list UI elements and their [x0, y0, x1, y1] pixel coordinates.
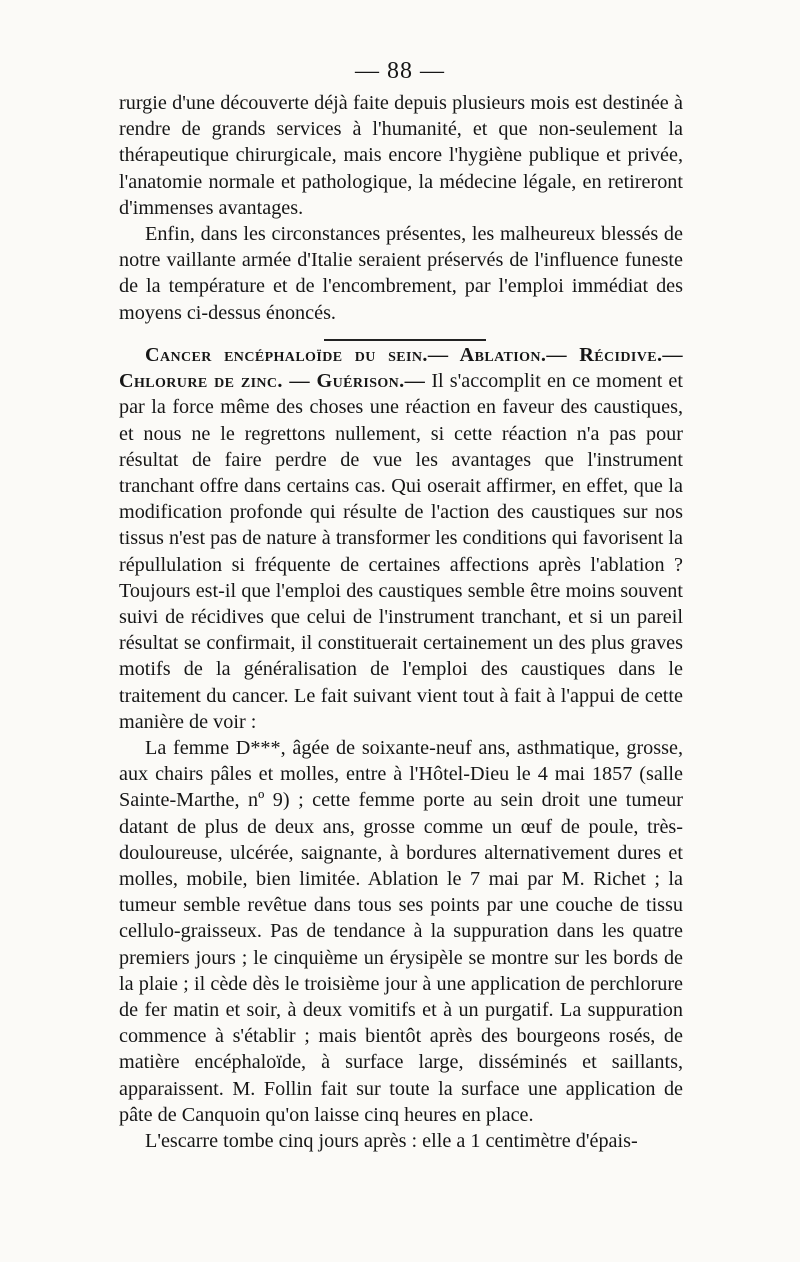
paragraph: rurgie d'une découverte déjà faite depuis plusieurs mois est destinée à rendre de grands services à l'humanité, et que non-seulement la thérapeutique chirurgicale, mais encore l'hygiène publique et privée, l'anatomie normale et pathologique, la médecine légale, en retireront d'immenses avantages.: [119, 92, 683, 219]
text-block-case: [119, 342, 683, 1154]
section-divider: [324, 339, 486, 341]
case-continuation-line: L'escarre tombe cinq jours après : elle a 1 centimètre d'épais-: [145, 1130, 638, 1153]
case-intro-paragraph: [119, 342, 683, 735]
text-block-top: [119, 90, 683, 326]
case-observation-paragraph: La femme D***, âgée de soixante-neuf ans, asthmatique, grosse, aux chairs pâles et molles, entre à l'Hôtel-Dieu le 4 mai 1857 (salle Sainte-Marthe, nº 9) ; cette femme porte au sein droit une tumeur datant de plus de deux ans, grosse comme un œuf de poule, très-douloureuse, ulcérée, saignante, à bordures alternativement dures et molles, mobile, bien limitée. Ablation le 7 mai par M. Richet ; la tumeur semble revêtue dans tous ses points par une couche de tissu cellulo-graisseux. Pas de tendance à la suppuration dans les quatre premiers jours ; le cinquième un érysipèle se montre sur les bords de la plaie ; il cède dès le troisième jour à une application de perchlorure de fer matin et soir, à deux vomitifs et à un purgatif. La suppuration commence à s'établir ; mais bientôt après des bourgeons rosés, de matière encéphaloïde, à surface large, disséminés et saillants, apparaissent. M. Follin fait sur toute la surface une application de pâte de Canquoin qu'on laisse cinq heures en place.: [119, 737, 683, 1126]
case-heading: Cancer encéphaloïde du sein.— Ablation.— Récidive.—Chlorure de zinc. — Guérison.—: [119, 344, 683, 393]
page-number: — 88 —: [355, 58, 445, 84]
paragraph: Enfin, dans les circonstances présentes, les malheureux blessés de notre vaillante armée d'Italie seraient préservés de l'influence funeste de la température et de l'encombrement, par l'emploi immédiat des moyens ci-dessus énoncés.: [119, 223, 683, 324]
case-intro-text: Il s'accomplit en ce moment et par la force même des choses une réaction en faveur des caustiques, et nous ne le regrettons nullement, si cette réaction n'a pas pour résultat de faire perdre de vue les avantages que l'instrument tranchant offre dans certains cas. Qui oserait affirmer, en effet, que la modification profonde qui résulte de l'action des caustiques sur nos tissus n'est pas de nature à transformer les conditions qui favorisent la répullulation si fréquente de certaines affections après l'ablation ? Toujours est-il que l'emploi des caustiques semble être moins souvent suivi de récidives que celui de l'instrument tranchant, et si un pareil résultat se confirmait, il constituerait certainement un des plus graves motifs de la généralisation de l'emploi des caustiques dans le traitement du cancer. Le fait suivant vient tout à fait à l'appui de cette manière de voir :: [119, 370, 683, 733]
